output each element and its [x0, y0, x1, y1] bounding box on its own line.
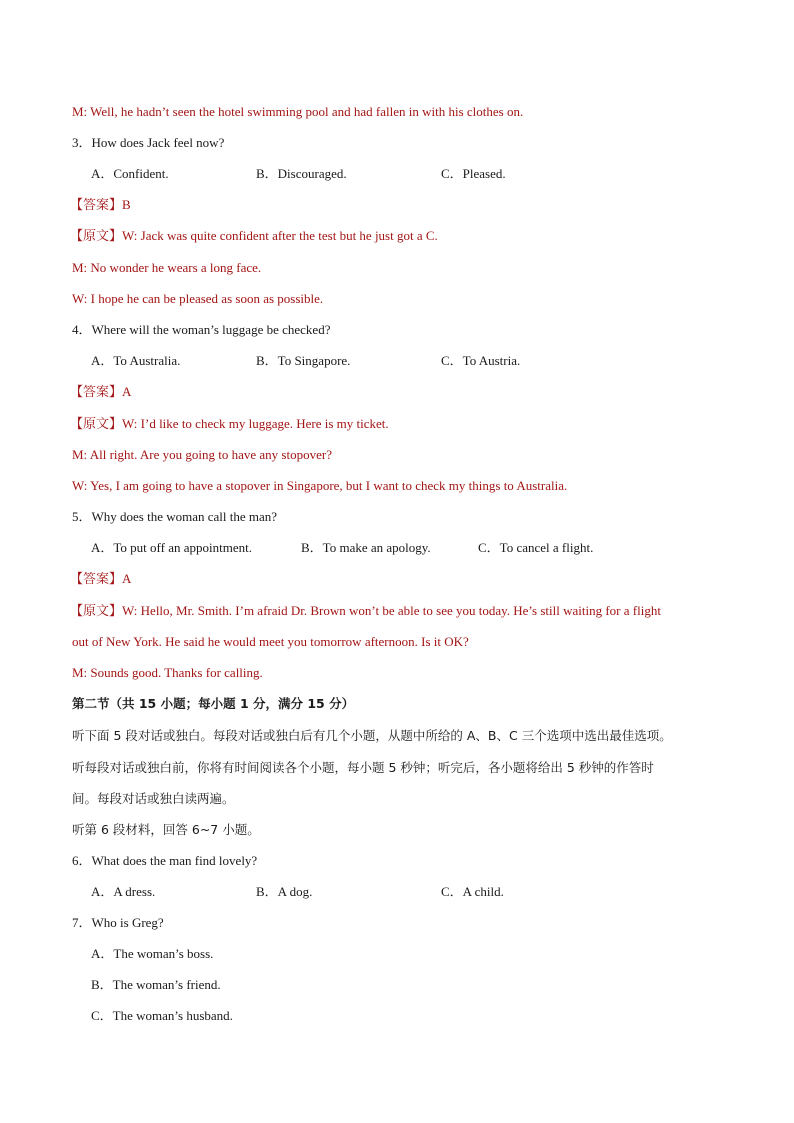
transcript-3-line-3: W: I hope he can be pleased as soon as possible. [72, 291, 324, 306]
answer-tag: 【答案】 [70, 572, 123, 587]
q4-option-c: C．To Austria. [441, 353, 521, 368]
transcript-5-line-2: M: Sounds good. Thanks for calling. [72, 665, 263, 680]
answer-5 [70, 571, 131, 588]
transcript-5-line-1-cont: out of New York. He said he would meet you tomorrow afternoon. Is it OK? [72, 634, 469, 649]
answer-value: A [122, 571, 132, 586]
transcript-text: W: Jack was quite confident after the test but he just got a C. [122, 228, 438, 243]
transcript-text: W: I’d like to check my luggage. Here is my ticket. [122, 416, 389, 431]
q3-option-b: B．Discouraged. [256, 166, 347, 181]
answer-4 [70, 384, 131, 401]
q4-option-b: B．To Singapore. [256, 353, 351, 368]
answer-tag: 【答案】 [70, 385, 123, 400]
q4-option-a: A．To Australia. [91, 353, 181, 368]
q5-option-c: C．To cancel a flight. [478, 540, 594, 555]
answer-3 [70, 197, 131, 214]
transcript-text: W: Hello, Mr. Smith. I’m afraid Dr. Brown won’t be able to see you today. He’s still waiting for a flight [122, 603, 661, 618]
listen-material-6: 听第 6 段材料，回答 6~7 小题。 [72, 822, 260, 837]
transcript-3-line-2: M: No wonder he wears a long face. [72, 260, 262, 275]
transcript-5-line-1 [70, 603, 661, 620]
q7-option-c: C．The woman’s husband. [91, 1008, 233, 1023]
q5-option-b: B．To make an apology. [301, 540, 431, 555]
transcript-tag: 【原文】 [70, 229, 123, 244]
q6-option-b: B．A dog. [256, 884, 313, 899]
q3-option-a: A．Confident. [91, 166, 169, 181]
q7-option-a: A．The woman’s boss. [91, 946, 214, 961]
transcript-line: M: Well, he hadn’t seen the hotel swimming pool and had fallen in with his clothes on. [72, 104, 524, 119]
section-2-heading: 第二节（共 15 小题；每小题 1 分，满分 15 分） [72, 696, 355, 711]
q6-option-a: A．A dress. [91, 884, 156, 899]
question-4: 4．Where will the woman’s luggage be checked? [72, 322, 331, 337]
question-6: 6．What does the man find lovely? [72, 853, 258, 868]
question-5: 5．Why does the woman call the man? [72, 509, 278, 524]
answer-tag: 【答案】 [70, 198, 123, 213]
instruction-line-2: 听每段对话或独白前，你将有时间阅读各个小题，每小题 5 秒钟；听完后，各小题将给出 5 秒钟的作答时 [72, 760, 654, 775]
transcript-4-line-3: W: Yes, I am going to have a stopover in Singapore, but I want to check my things to Australia. [72, 478, 568, 493]
question-7: 7．Who is Greg? [72, 915, 164, 930]
question-3: 3．How does Jack feel now? [72, 135, 225, 150]
transcript-tag: 【原文】 [70, 417, 123, 432]
answer-value: B [122, 197, 131, 212]
transcript-tag: 【原文】 [70, 604, 123, 619]
answer-value: A [122, 384, 132, 399]
transcript-4-line-1 [70, 416, 389, 433]
transcript-4-line-2: M: All right. Are you going to have any stopover? [72, 447, 332, 462]
q5-option-a: A．To put off an appointment. [91, 540, 252, 555]
transcript-3-line-1 [70, 228, 438, 245]
q6-option-c: C．A child. [441, 884, 504, 899]
q3-option-c: C．Pleased. [441, 166, 506, 181]
instruction-line-3: 间。每段对话或独白读两遍。 [72, 791, 235, 806]
q7-option-b: B．The woman’s friend. [91, 977, 221, 992]
instruction-line-1: 听下面 5 段对话或独白。每段对话或独白后有几个小题，从题中所给的 A、B、C 三个选项中选出最佳选项。 [72, 728, 672, 743]
